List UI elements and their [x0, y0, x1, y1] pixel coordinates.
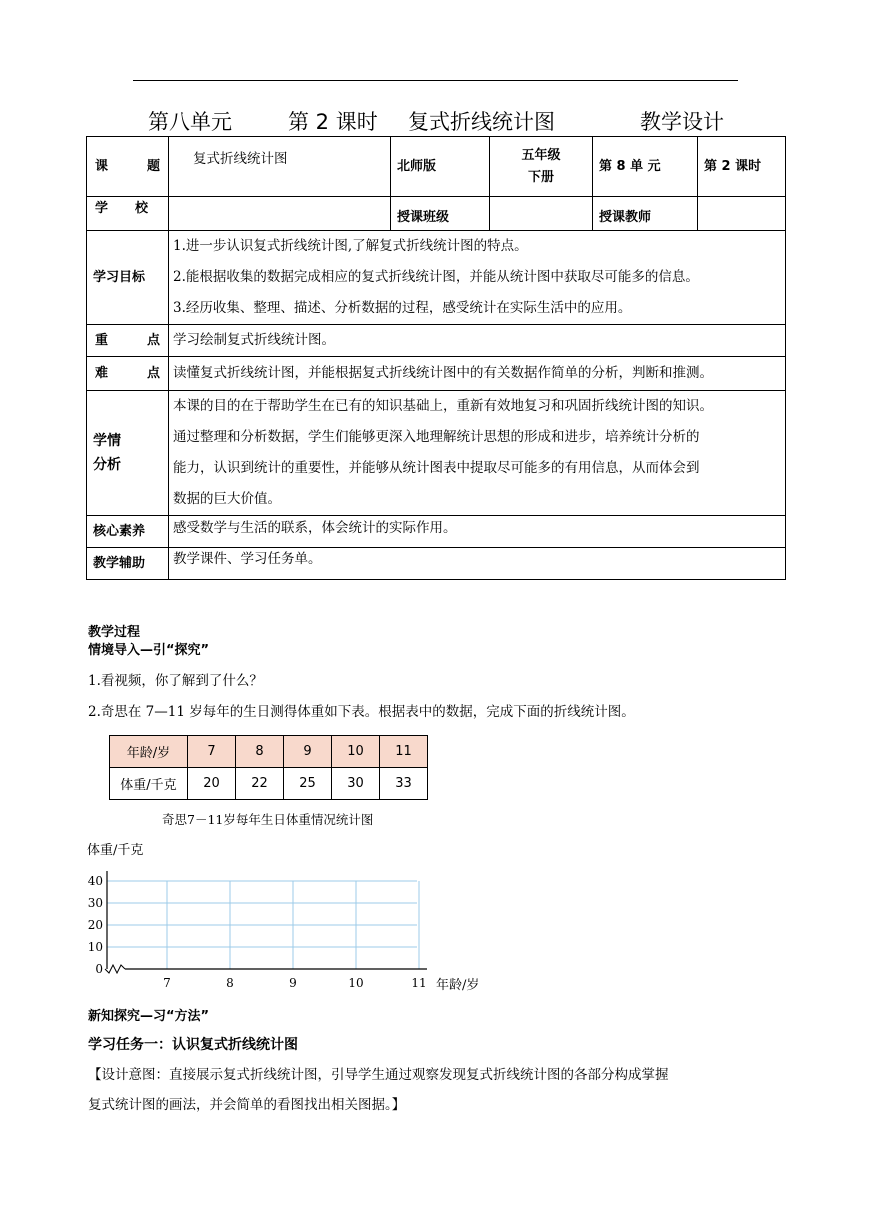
lesson-value: 第 2 课时	[698, 137, 786, 197]
lesson-info-table	[86, 136, 786, 580]
weight-cell: 22	[236, 768, 284, 800]
grade-line1: 五年级	[521, 147, 561, 163]
y-tick-label: 20	[87, 918, 103, 932]
age-header: 年龄/岁	[110, 736, 188, 768]
unit-value: 第 8 单 元	[593, 137, 698, 197]
weight-cell: 20	[188, 768, 236, 800]
question-1: 1.看视频，你了解到了什么？	[88, 673, 263, 689]
literacy-text: 感受数学与生活的联系，体会统计的实际作用。	[169, 516, 786, 548]
analysis-line: 本课的目的在于帮助学生在已有的知识基础上，重新有效地复习和巩固折线统计图的知识。	[173, 398, 713, 414]
weight-row	[110, 768, 428, 800]
literacy-label: 核心素养	[87, 516, 169, 548]
y-tick-labels	[88, 874, 103, 976]
age-cell: 9	[284, 736, 332, 768]
teacher-label: 授课教师	[593, 197, 698, 231]
goal-item: 3.经历收集、整理、描述、分析数据的过程，感受统计在实际生活中的应用。	[173, 300, 632, 316]
table-row-difficulty	[87, 357, 786, 391]
title-unit: 第八单元	[148, 110, 232, 134]
school-label: 学 校	[87, 197, 169, 231]
axis-break-icon	[105, 965, 125, 973]
weight-cell: 25	[284, 768, 332, 800]
key-label: 重 点	[87, 325, 169, 357]
goal-item: 2.能根据收集的数据完成相应的复式折线统计图，并能从统计图中获取尽可能多的信息。	[173, 269, 699, 285]
goals-list	[169, 231, 786, 325]
topic-label: 课 题	[87, 137, 169, 197]
title-type: 教学设计	[640, 110, 724, 134]
x-tick-labels	[163, 976, 426, 990]
x-axis-label: 年龄/岁	[436, 978, 480, 993]
intro-heading: 情境导入—引“探究”	[88, 643, 210, 658]
explore-heading: 新知探究—习“方法”	[88, 1009, 210, 1024]
age-cell: 10	[332, 736, 380, 768]
y-axis-label: 体重/千克	[87, 843, 144, 858]
intent-line-1: 【设计意图：直接展示复式折线统计图，引导学生通过观察发现复式折线统计图的各部分构成掌握	[88, 1067, 669, 1083]
topic-value: 复式折线统计图	[169, 137, 391, 197]
y-tick-label: 0	[95, 962, 103, 976]
process-heading: 教学过程	[88, 625, 141, 640]
table-row-literacy	[87, 516, 786, 548]
analysis-line: 能力，认识到统计的重要性，并能够从统计图表中提取尽可能多的有用信息，从而体会到	[173, 460, 700, 476]
chart-grid	[107, 881, 419, 969]
difficulty-text: 读懂复式折线统计图，并能根据复式折线统计图中的有关数据作简单的分析，判断和推测。	[169, 357, 786, 391]
grade-value	[490, 137, 593, 197]
weight-line-chart	[85, 840, 505, 1000]
teacher-value[interactable]	[698, 197, 786, 231]
school-value[interactable]	[169, 197, 391, 231]
table-row-school	[87, 197, 786, 231]
analysis-text	[169, 391, 786, 516]
aids-label: 教学辅助	[87, 548, 169, 580]
age-cell: 11	[380, 736, 428, 768]
difficulty-label: 难 点	[87, 357, 169, 391]
table-row-analysis	[87, 391, 786, 516]
x-tick-label: 7	[163, 976, 171, 990]
y-tick-label: 40	[87, 874, 103, 888]
grade-line2: 下册	[527, 169, 554, 185]
goals-label: 学习目标	[87, 231, 169, 325]
age-cell: 7	[188, 736, 236, 768]
table-row-topic	[87, 137, 786, 197]
aids-text: 教学课件、学习任务单。	[169, 548, 786, 580]
task-heading: 学习任务一：认识复式折线统计图	[88, 1037, 298, 1053]
x-tick-label: 10	[348, 976, 364, 990]
class-value[interactable]	[490, 197, 593, 231]
analysis-label: 学情 分析	[87, 391, 169, 516]
weight-data-table	[109, 735, 428, 800]
x-tick-label: 9	[289, 976, 297, 990]
weight-header: 体重/千克	[110, 768, 188, 800]
analysis-line: 数据的巨大价值。	[173, 491, 281, 507]
header-rule	[133, 80, 738, 81]
weight-cell: 30	[332, 768, 380, 800]
table-row-goals	[87, 231, 786, 325]
key-text: 学习绘制复式折线统计图。	[169, 325, 786, 357]
y-tick-label: 30	[87, 896, 103, 910]
x-tick-label: 11	[411, 976, 427, 990]
age-row	[110, 736, 428, 768]
age-cell: 8	[236, 736, 284, 768]
title-lesson: 第 2 课时	[288, 110, 378, 134]
weight-cell: 33	[380, 768, 428, 800]
chart-title: 奇思7－11岁每年生日体重情况统计图	[162, 812, 374, 827]
table-row-key	[87, 325, 786, 357]
class-label: 授课班级	[391, 197, 490, 231]
table-row-aids	[87, 548, 786, 580]
title-topic: 复式折线统计图	[408, 110, 555, 134]
edition-value: 北师版	[391, 137, 490, 197]
analysis-line: 通过整理和分析数据，学生们能够更深入地理解统计思想的形成和进步，培养统计分析的	[173, 429, 700, 445]
question-2: 2.奇思在 7—11 岁每年的生日测得体重如下表。根据表中的数据，完成下面的折线统计图。	[88, 704, 635, 720]
x-tick-label: 8	[226, 976, 234, 990]
goal-item: 1.进一步认识复式折线统计图,了解复式折线统计图的特点。	[173, 238, 528, 254]
y-tick-label: 10	[87, 940, 103, 954]
intent-line-2: 复式统计图的画法，并会简单的看图找出相关图据。】	[88, 1097, 406, 1113]
